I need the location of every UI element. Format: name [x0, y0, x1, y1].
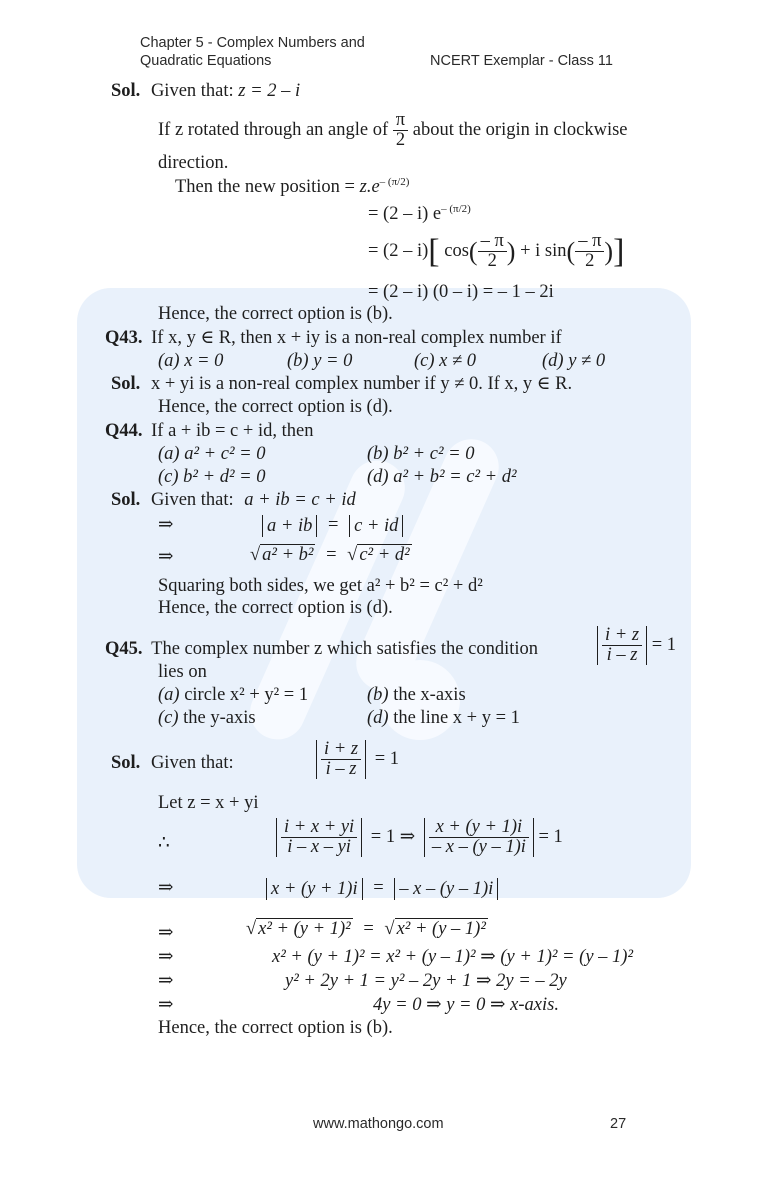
q45-step-6: 4y = 0 ⇒ y = 0 ⇒ x-axis. — [373, 995, 559, 1015]
option-key: (a) — [158, 351, 180, 371]
q42-step-2 — [368, 203, 471, 225]
option-text: y ≠ 0 — [568, 351, 606, 371]
sin-num: – π — [575, 232, 604, 252]
q45-step-5: y² + 2y + 1 = y² – 2y + 1 ⇒ 2y = – 2y — [285, 971, 567, 991]
question-text: If a + ib = c + id, then — [151, 421, 314, 441]
angle-den: 2 — [395, 130, 406, 151]
sqrt-rhs: c² + d² — [359, 545, 410, 565]
implies-arrow: ⇒ — [158, 547, 174, 567]
given-fraction — [321, 740, 361, 779]
isin-label: + i sin — [520, 241, 567, 261]
q44-squaring: Squaring both sides, we get a² + b² = c² + d² — [158, 576, 483, 596]
option-key: (b) — [367, 685, 389, 705]
option-text: x = 0 — [184, 351, 224, 371]
implies-arrow: ⇒ — [158, 515, 174, 535]
option-key: (b) — [287, 351, 309, 371]
given-rhs: = 1 — [374, 748, 400, 769]
chapter-line-2: Quadratic Equations — [140, 53, 272, 69]
implies-arrow: ⇒ — [158, 947, 174, 967]
question-label: Q44. — [105, 421, 143, 441]
question-label: Q45. — [105, 639, 143, 659]
q45-solution-given — [111, 752, 234, 774]
option-text: circle x² + y² = 1 — [184, 685, 309, 705]
equals: = — [328, 515, 339, 535]
question-label: Q43. — [105, 328, 143, 348]
option-text: y = 0 — [313, 351, 353, 371]
paren: ( — [468, 236, 478, 266]
sol-label: Sol. — [111, 753, 141, 773]
option-key: (c) — [158, 467, 179, 487]
q45-step-4: x² + (y + 1)² = x² + (y – 1)² ⇒ (y + 1)² = (y – 1)² — [272, 947, 633, 967]
option-text: b² + d² = 0 — [183, 467, 266, 487]
q44-solution-given — [111, 489, 356, 511]
equals: = — [326, 545, 337, 565]
q44-conclusion: Hence, the correct option is (d). — [158, 598, 393, 618]
q43-option-c — [414, 350, 476, 372]
given-expr: z = 2 – i — [238, 81, 301, 101]
q45-given-expr — [316, 740, 399, 779]
book-title: NCERT Exemplar - Class 11 — [430, 53, 613, 69]
question-text: The complex number z which satisfies the condition — [151, 639, 538, 659]
step1b-fraction — [429, 818, 529, 857]
q45-step-1 — [276, 818, 563, 857]
q44-option-a — [158, 443, 265, 465]
q45-option-b — [367, 684, 466, 706]
abs-fraction — [424, 818, 534, 857]
angle-fraction — [393, 111, 408, 150]
condition-fraction — [602, 626, 642, 665]
q42-conclusion: Hence, the correct option is (b). — [158, 304, 393, 324]
abs-fraction — [597, 626, 647, 665]
q43-question — [105, 327, 562, 349]
paren: ) — [604, 236, 614, 266]
chapter-line-1: Chapter 5 - Complex Numbers and — [140, 35, 365, 51]
abs-fraction — [276, 818, 362, 857]
paren: ( — [566, 236, 576, 266]
chapter-title — [140, 34, 365, 70]
abs-lhs: x + (y + 1)i — [266, 878, 363, 900]
page-number: 27 — [610, 1116, 627, 1132]
q43-option-d — [542, 350, 605, 372]
option-key: (d) — [542, 351, 564, 371]
abs-rhs: c + id — [349, 515, 403, 537]
sqrt-lhs: x² + (y + 1)² — [258, 919, 351, 939]
given-den: i – z — [325, 759, 357, 779]
therefore-symbol: ∴ — [158, 833, 170, 853]
cos-num: – π — [478, 232, 507, 252]
angle-num: π — [393, 111, 408, 131]
implies-arrow: ⇒ — [158, 923, 174, 943]
implies-arrow: ⇒ — [158, 878, 174, 898]
sin-den: 2 — [585, 251, 595, 272]
solution-text: x + yi is a non-real complex number if y ≠ 0. If x, y ∈ R. — [150, 374, 573, 394]
s1-num: i + x + yi — [281, 818, 357, 838]
abs-rhs: – x – (y – 1)i — [394, 878, 498, 900]
sol-label: Sol. — [111, 81, 141, 101]
q45-question-b: lies on — [158, 662, 207, 682]
abs-lhs: a + ib — [262, 515, 317, 537]
step1-expr: z.e — [359, 177, 380, 197]
q45-option-d — [367, 707, 520, 729]
q42-step-3 — [368, 228, 624, 275]
step2-expr: = (2 – i) e — [368, 204, 442, 224]
sqrt-sign: √ — [250, 545, 261, 565]
s1-mid: = 1 ⇒ — [370, 826, 416, 847]
q44-option-b — [367, 443, 474, 465]
q44-step-1 — [262, 514, 403, 537]
option-text: x ≠ 0 — [439, 351, 477, 371]
q45-condition — [597, 626, 676, 665]
abs-fraction — [316, 740, 366, 779]
option-key: (b) — [367, 444, 389, 464]
equals: = — [373, 878, 384, 898]
q42-rotation-line — [158, 110, 628, 150]
given-num: i + z — [321, 740, 361, 760]
step1-fraction — [281, 818, 357, 857]
q45-step-2 — [266, 877, 498, 900]
cos-fraction — [478, 232, 507, 271]
q43-option-a — [158, 350, 223, 372]
given-text: Given that: — [150, 81, 239, 101]
step1-sup: – (π/2) — [379, 176, 410, 188]
sin-fraction — [575, 232, 604, 271]
given-text: Given that: — [150, 753, 234, 773]
given-text: Given that: — [150, 490, 234, 510]
cos-den: 2 — [487, 251, 497, 272]
question-text: If x, y ∈ R, then x + iy is a non-real complex number if — [151, 328, 562, 348]
rotation-text: If z rotated through an angle of — [158, 120, 393, 140]
q45-step-3 — [246, 918, 488, 940]
given-expr: a + ib = c + id — [244, 490, 356, 510]
q44-step-2 — [250, 544, 412, 566]
q43-option-b — [287, 350, 352, 372]
option-text: the y-axis — [183, 708, 256, 728]
option-text: a² + b² = c² + d² — [393, 467, 517, 487]
step3-prefix: = (2 – i) — [368, 241, 429, 261]
implies-arrow: ⇒ — [158, 971, 174, 991]
option-text: a² + c² = 0 — [184, 444, 266, 464]
option-key: (a) — [158, 685, 180, 705]
sol-label: Sol. — [111, 490, 141, 510]
option-text: the x-axis — [393, 685, 466, 705]
q43-conclusion: Hence, the correct option is (d). — [158, 397, 393, 417]
step2-sup: – (π/2) — [441, 203, 471, 215]
q43-solution — [111, 373, 572, 395]
option-text: b² + c² = 0 — [393, 444, 475, 464]
step1-text: Then the new position = — [175, 177, 360, 197]
option-key: (c) — [414, 351, 435, 371]
rotation-direction: direction. — [158, 153, 229, 173]
cond-den: i – z — [606, 645, 638, 665]
option-key: (a) — [158, 444, 180, 464]
s1-den: i – x – yi — [287, 837, 351, 857]
cos-label: cos — [444, 241, 469, 261]
option-key: (d) — [367, 708, 389, 728]
sqrt-lhs: a² + b² — [262, 545, 314, 565]
q45-question — [105, 638, 538, 660]
sqrt-sign: √ — [246, 919, 257, 939]
q42-solution-given — [111, 80, 300, 102]
implies-arrow: ⇒ — [158, 995, 174, 1015]
q44-option-d — [367, 466, 517, 488]
q42-step-1 — [175, 176, 409, 198]
q45-let: Let z = x + yi — [158, 793, 259, 813]
q44-option-c — [158, 466, 265, 488]
s1b-num: x + (y + 1)i — [429, 818, 529, 838]
s1-end: = 1 — [538, 826, 563, 847]
bracket-open: [ — [428, 232, 440, 270]
sqrt-sign: √ — [384, 919, 395, 939]
option-key: (d) — [367, 467, 389, 487]
q42-step-4: = (2 – i) (0 – i) = – 1 – 2i — [368, 282, 554, 302]
q45-conclusion: Hence, the correct option is (b). — [158, 1018, 393, 1038]
paren: ) — [506, 236, 516, 266]
footer-website: www.mathongo.com — [313, 1116, 444, 1132]
sqrt-sign: √ — [347, 545, 358, 565]
bracket-close: ] — [613, 232, 625, 270]
q45-option-a — [158, 684, 308, 706]
cond-num: i + z — [602, 626, 642, 646]
s1b-den: – x – (y – 1)i — [431, 837, 526, 857]
q45-option-c — [158, 707, 256, 729]
rotation-text-b: about the origin in clockwise — [412, 120, 628, 140]
sol-label: Sol. — [111, 374, 141, 394]
option-text: the line x + y = 1 — [393, 708, 520, 728]
equals: = — [363, 919, 374, 939]
option-key: (c) — [158, 708, 179, 728]
q44-question — [105, 420, 313, 442]
sqrt-rhs: x² + (y – 1)² — [396, 919, 486, 939]
cond-rhs: = 1 — [651, 634, 677, 655]
